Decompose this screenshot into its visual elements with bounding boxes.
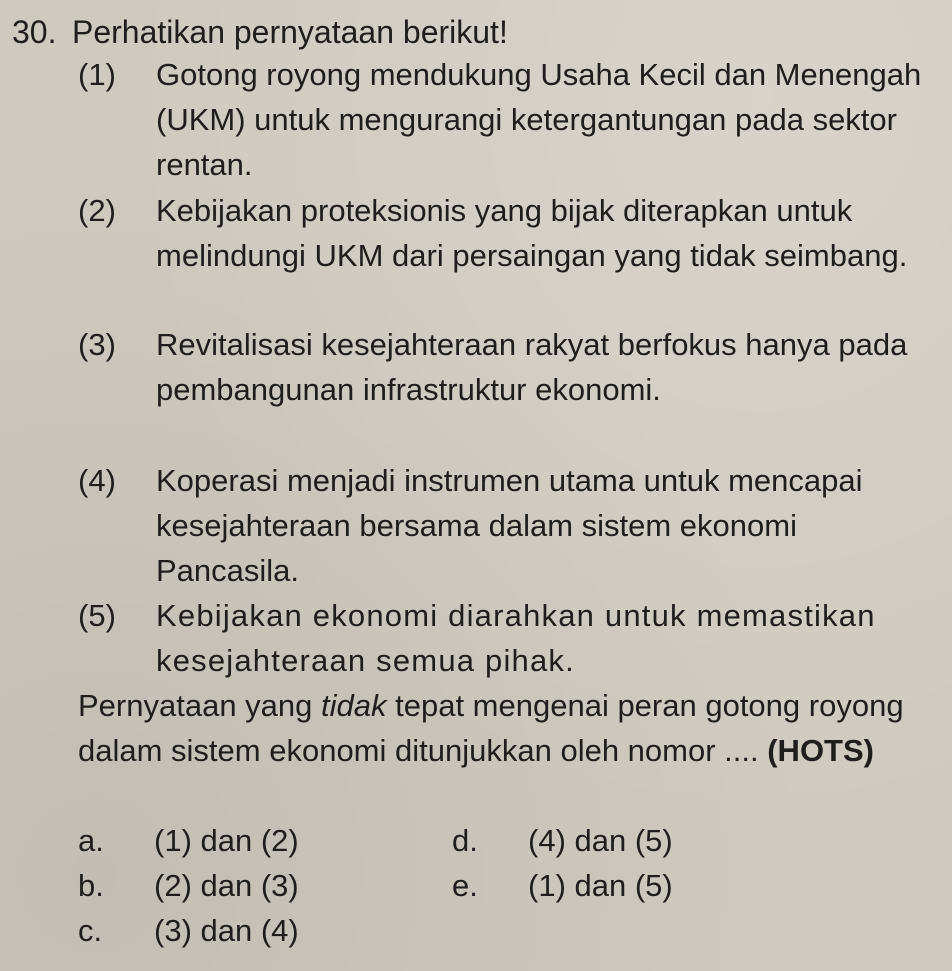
statement-4 bbox=[78, 458, 938, 593]
statement-number: (4) bbox=[78, 463, 116, 498]
option-letter: b. bbox=[78, 868, 104, 903]
option-c[interactable] bbox=[78, 908, 299, 953]
statement-text: Kebijakan proteksionis yang bijak diterapkan untuk melindungi UKM dari persaingan yang tidak seimbang. bbox=[156, 193, 908, 273]
hots-tag: (HOTS) bbox=[767, 733, 874, 768]
statement-text: Gotong royong mendukung Usaha Kecil dan Menengah (UKM) untuk mengurangi ketergantungan pada sektor rentan. bbox=[156, 57, 922, 182]
question-number: 30. bbox=[12, 14, 57, 50]
option-letter: c. bbox=[78, 913, 103, 948]
option-text: (1) dan (2) bbox=[154, 823, 299, 858]
option-a[interactable] bbox=[78, 818, 299, 863]
statement-3 bbox=[78, 322, 938, 412]
statement-text: Revitalisasi kesejahteraan rakyat berfokus hanya pada pembangunan infrastruktur ekonomi. bbox=[156, 327, 908, 407]
option-text: (2) dan (3) bbox=[154, 868, 299, 903]
option-d[interactable] bbox=[452, 818, 673, 863]
option-letter: e. bbox=[452, 868, 478, 903]
option-letter: a. bbox=[78, 823, 104, 858]
question-title: Perhatikan pernyataan berikut! bbox=[72, 14, 508, 50]
option-letter: d. bbox=[452, 823, 478, 858]
option-e[interactable] bbox=[452, 863, 673, 908]
prompt-text-before: Pernyataan yang bbox=[78, 688, 322, 723]
statement-number: (5) bbox=[78, 598, 116, 633]
option-text: (3) dan (4) bbox=[154, 913, 299, 948]
question-prompt bbox=[78, 683, 938, 773]
statement-1 bbox=[78, 52, 938, 187]
statement-2 bbox=[78, 188, 938, 278]
question-header bbox=[12, 12, 508, 52]
option-text: (4) dan (5) bbox=[528, 823, 673, 858]
option-text: (1) dan (5) bbox=[528, 868, 673, 903]
statement-number: (1) bbox=[78, 57, 116, 92]
statement-text: Koperasi menjadi instrumen utama untuk mencapai kesejahteraan bersama dalam sistem ekonomi Pancasila. bbox=[156, 463, 863, 588]
prompt-emphasis: tidak bbox=[321, 688, 387, 723]
statement-number: (2) bbox=[78, 193, 116, 228]
statement-text: Kebijakan ekonomi diarahkan untuk memastikan kesejahteraan semua pihak. bbox=[156, 598, 876, 678]
option-b[interactable] bbox=[78, 863, 299, 908]
prompt-text-after: tepat mengenai peran gotong royong dalam sistem ekonomi ditunjukkan oleh nomor .... bbox=[78, 688, 904, 768]
statement-number: (3) bbox=[78, 327, 116, 362]
statement-5 bbox=[78, 593, 938, 683]
